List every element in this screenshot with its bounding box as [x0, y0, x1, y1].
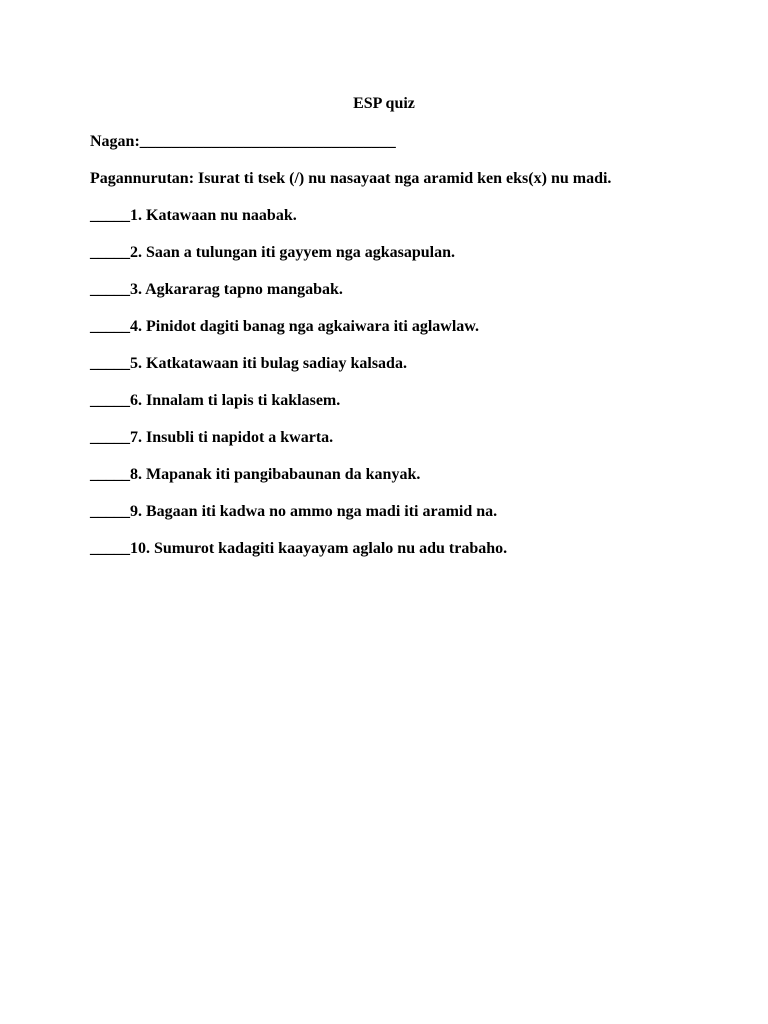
quiz-items [90, 206, 507, 576]
quiz-item-10: _____10. Sumurot kadagiti kaayayam aglalo nu adu trabaho. [90, 540, 508, 557]
quiz-item-9: _____9. Bagaan iti kadwa no ammo nga madi iti aramid na. [90, 503, 498, 520]
name-line: Nagan:________________________________ [90, 133, 396, 150]
quiz-item-8: _____8. Mapanak iti pangibabaunan da kanyak. [90, 466, 421, 483]
quiz-item-2: _____2. Saan a tulungan iti gayyem nga agkasapulan. [90, 244, 455, 261]
instructions: Pagannurutan: Isurat ti tsek (/) nu nasayaat nga aramid ken eks(x) nu madi. [90, 170, 612, 187]
quiz-item-6: _____6. Innalam ti lapis ti kaklasem. [90, 392, 341, 409]
quiz-item-7: _____7. Insubli ti napidot a kwarta. [90, 429, 334, 446]
quiz-item-5: _____5. Katkatawaan iti bulag sadiay kalsada. [90, 355, 407, 372]
quiz-item-1: _____1. Katawaan nu naabak. [90, 207, 297, 224]
quiz-title: ESP quiz [353, 95, 415, 112]
quiz-item-3: _____3. Agkararag tapno mangabak. [90, 281, 343, 298]
quiz-item-4: _____4. Pinidot dagiti banag nga agkaiwara iti aglawlaw. [90, 318, 479, 335]
